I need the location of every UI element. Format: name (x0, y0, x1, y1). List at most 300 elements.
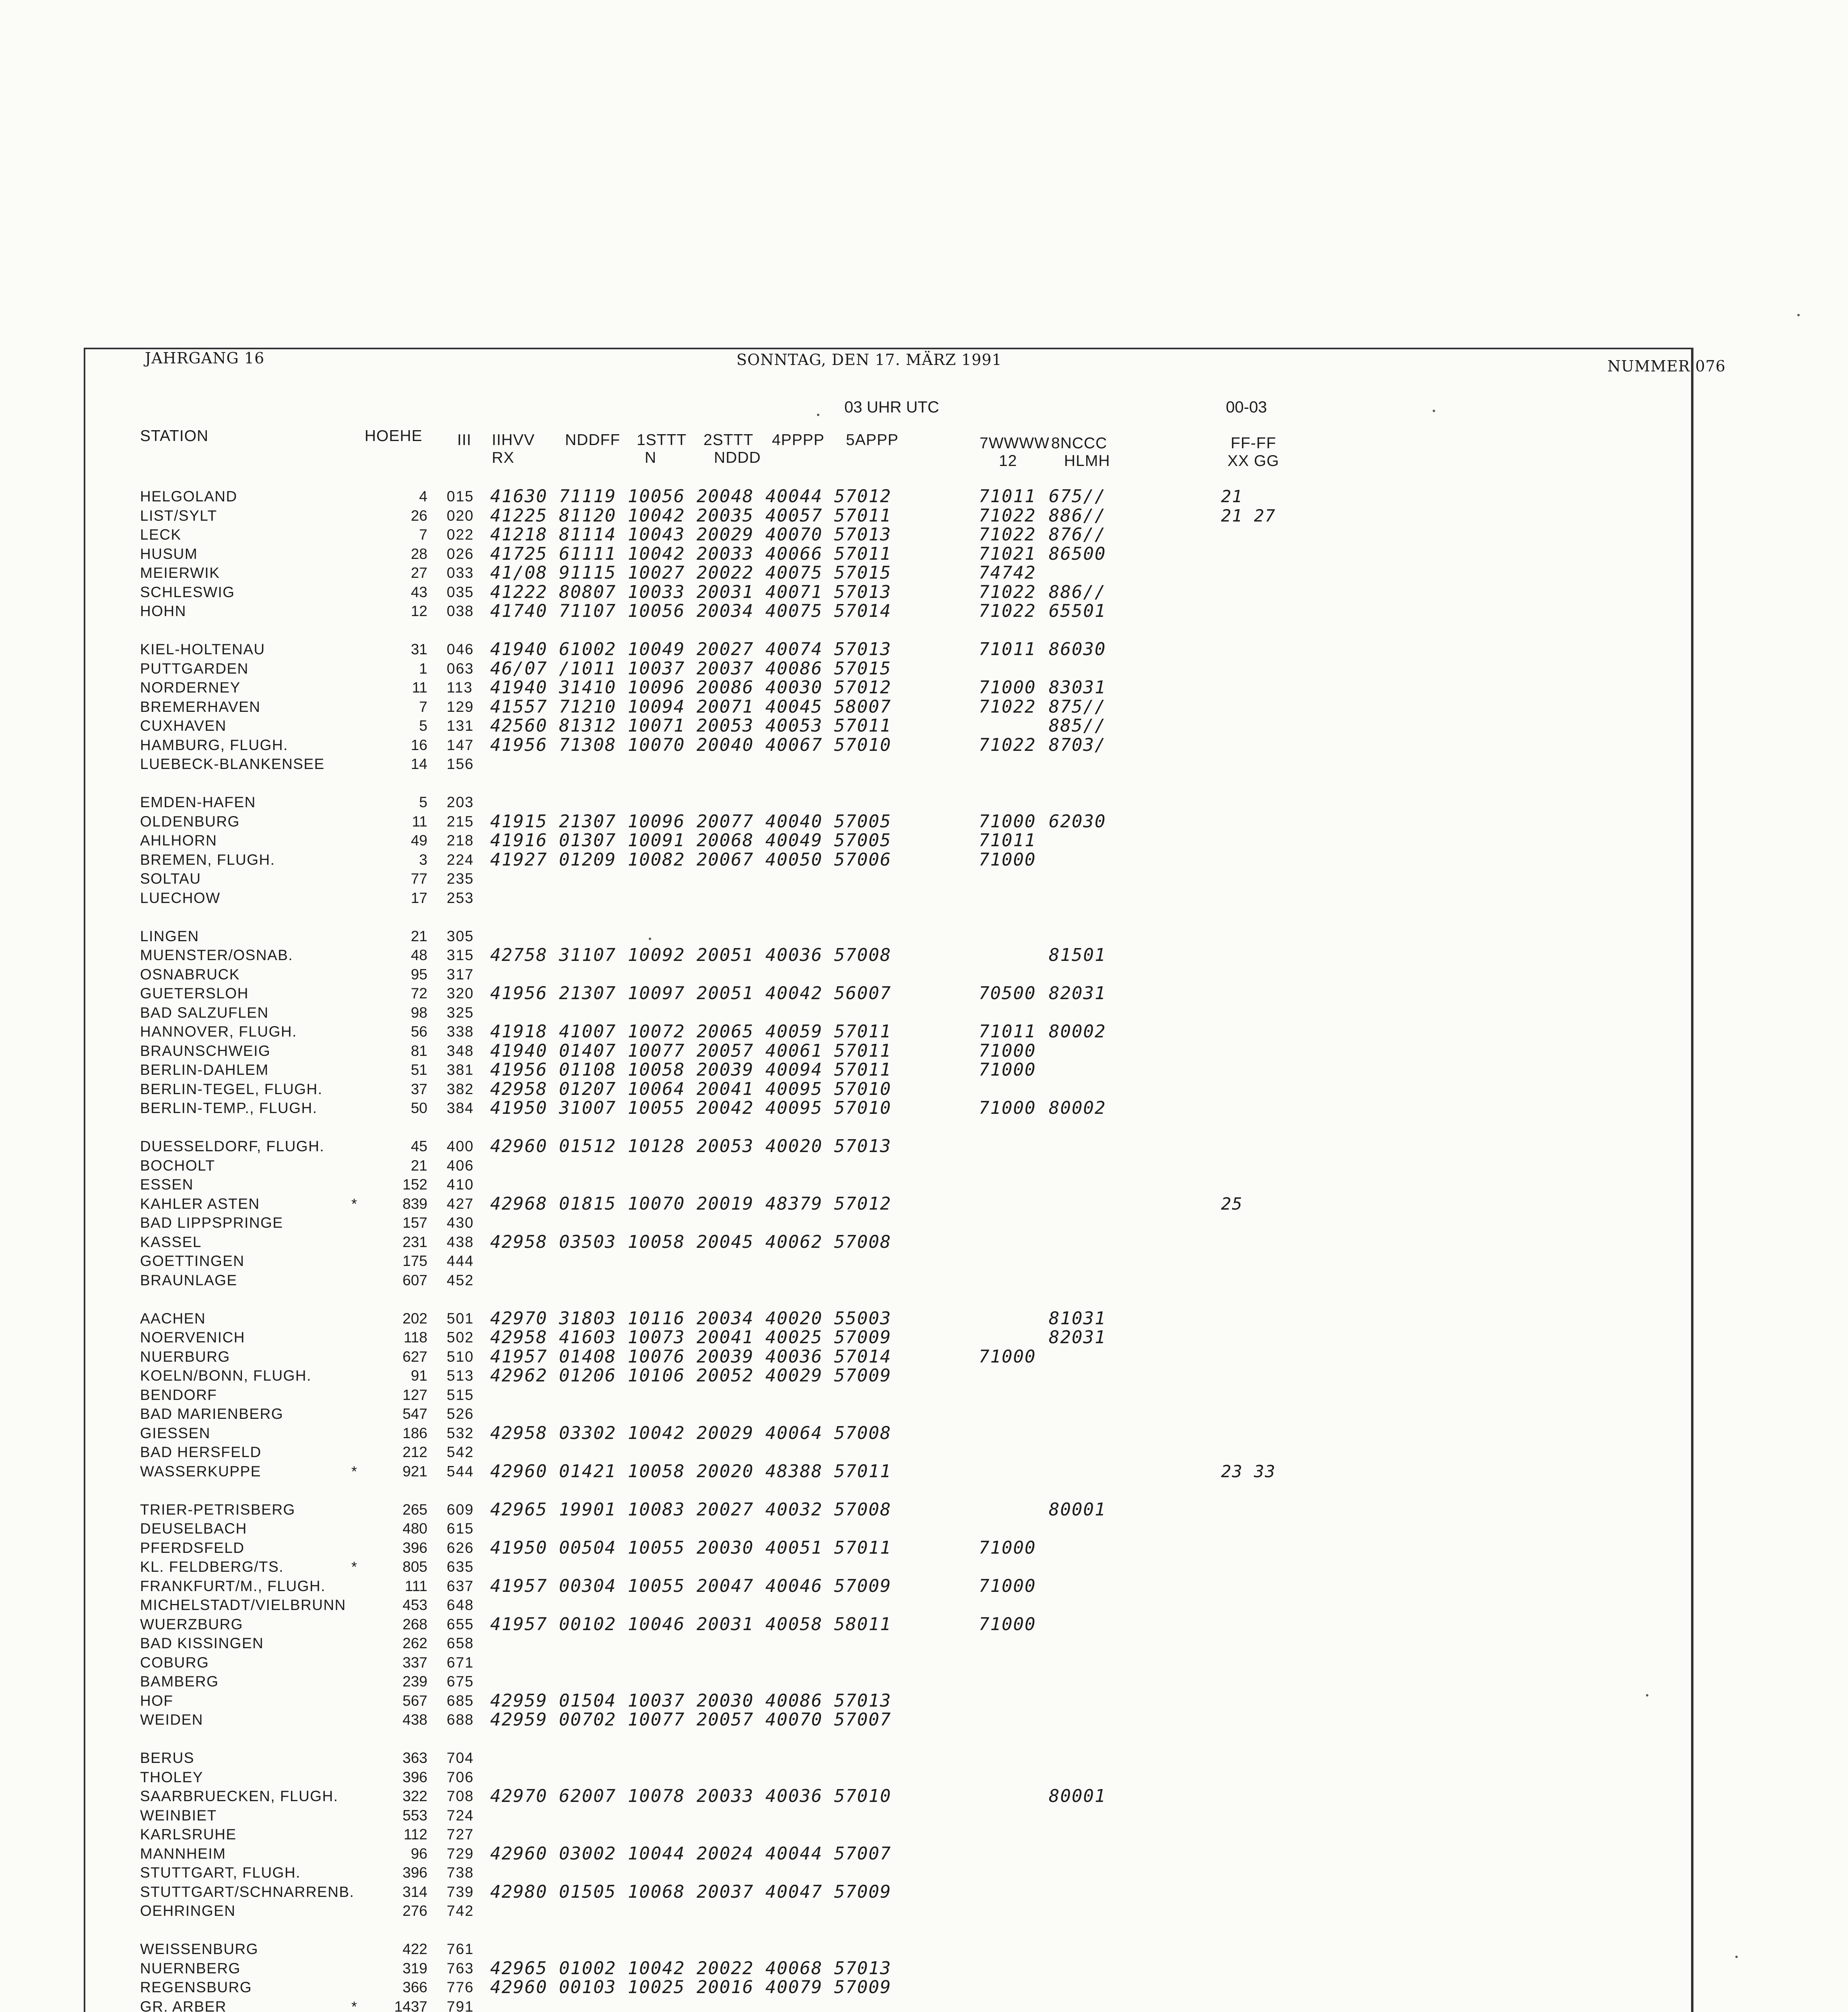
observation-groups-cell: 41950 31007 10055 20042 40095 57010 (490, 1098, 892, 1118)
weather-group-cell: 71022 (979, 734, 1036, 755)
station-name-cell: BERLIN-TEGEL, FLUGH. (140, 1080, 323, 1097)
elevation-cell: 567 (402, 1692, 427, 1709)
station-id-cell: 410 (447, 1176, 474, 1193)
table-row (0, 487, 1848, 506)
station-id-cell: 688 (447, 1711, 474, 1728)
col-iihvv: IIHVV (492, 431, 535, 449)
col-2sttt: 2STTT (703, 431, 754, 449)
col-5appp: 5APPP (846, 431, 899, 449)
scan-speck (1646, 1694, 1648, 1697)
weather-group-cell: 71000 (979, 1346, 1036, 1367)
station-name-cell: BAD LIPPSPRINGE (140, 1214, 283, 1231)
station-name-cell: KASSEL (140, 1233, 202, 1250)
table-row (0, 640, 1848, 659)
table-row (0, 544, 1848, 564)
table-row (0, 1538, 1848, 1558)
elevation-cell: 212 (402, 1444, 427, 1460)
station-id-cell: 729 (447, 1845, 474, 1862)
table-row (0, 1404, 1848, 1424)
station-id-cell: 544 (447, 1463, 474, 1480)
observation-groups-cell: 42758 31107 10092 20051 40036 57008 (490, 945, 892, 965)
weather-group-cell: 71011 (979, 639, 1036, 660)
station-name-cell: SOLTAU (140, 870, 201, 887)
observation-groups-cell: 41557 71210 10094 20071 40045 58007 (490, 696, 892, 717)
station-name-cell: OSNABRUCK (140, 966, 240, 983)
station-name-cell: WEISSENBURG (140, 1941, 259, 1957)
cloud-group-cell: 86030 (1049, 639, 1106, 660)
mountain-marker-cell: * (351, 1195, 357, 1212)
elevation-cell: 112 (404, 1826, 427, 1843)
table-row (0, 716, 1848, 736)
station-name-cell: LUEBECK-BLANKENSEE (140, 756, 325, 772)
cloud-group-cell: 8703/ (1049, 734, 1106, 755)
observation-groups-cell: 41740 71107 10056 20034 40075 57014 (490, 601, 892, 621)
elevation-cell: 127 (402, 1386, 427, 1403)
table-row (0, 1672, 1848, 1691)
observation-groups-cell: 42958 01207 10064 20041 40095 57010 (490, 1078, 892, 1099)
table-row (0, 1901, 1848, 1921)
station-id-cell: 338 (447, 1023, 474, 1040)
observation-groups-cell: 41918 41007 10072 20065 40059 57011 (490, 1021, 892, 1042)
elevation-cell: 43 (410, 583, 427, 600)
mountain-marker-cell: * (351, 1558, 357, 1575)
station-name-cell: STUTTGART, FLUGH. (140, 1864, 301, 1881)
table-row (0, 1060, 1848, 1080)
col-hlmh: HLMH (1064, 452, 1110, 470)
table-row (0, 1787, 1848, 1806)
elevation-cell: 98 (410, 1004, 427, 1021)
station-id-cell: 038 (447, 603, 474, 619)
station-id-cell: 763 (447, 1960, 474, 1977)
station-name-cell: BERLIN-DAHLEM (140, 1062, 269, 1078)
table-row (0, 659, 1848, 678)
station-id-cell: 526 (447, 1406, 474, 1422)
elevation-cell: 3 (419, 851, 427, 868)
station-name-cell: LINGEN (140, 928, 199, 944)
elevation-cell: 396 (402, 1769, 427, 1785)
elevation-cell: 337 (402, 1654, 427, 1671)
table-row (0, 1710, 1848, 1730)
table-row (0, 1596, 1848, 1615)
col-ff-ff: FF-FF (1231, 435, 1277, 452)
station-id-cell: 706 (447, 1769, 474, 1785)
observation-groups-cell: 41927 01209 10082 20067 40050 57006 (490, 849, 892, 870)
cloud-group-cell: 80002 (1049, 1098, 1106, 1118)
table-row (0, 1577, 1848, 1596)
weather-group-cell: 71022 (979, 581, 1036, 602)
elevation-cell: 839 (402, 1195, 427, 1212)
observation-groups-cell: 41940 61002 10049 20027 40074 57013 (490, 639, 892, 660)
elevation-cell: 607 (402, 1272, 427, 1288)
elevation-cell: 396 (402, 1864, 427, 1881)
station-id-cell: 035 (447, 583, 474, 600)
group-gap (0, 1730, 1848, 1749)
station-name-cell: STUTTGART/SCHNARRENB. (140, 1883, 355, 1900)
station-name-cell: AHLHORN (140, 832, 217, 849)
station-id-cell: 727 (447, 1826, 474, 1843)
observation-groups-cell: 42968 01815 10070 20019 48379 57012 (490, 1193, 892, 1214)
elevation-cell: 202 (402, 1310, 427, 1327)
col-1sttt: 1STTT (637, 431, 687, 449)
weather-group-cell: 71021 (979, 543, 1036, 564)
station-id-cell: 317 (447, 966, 474, 983)
elevation-cell: 21 (410, 1157, 427, 1174)
station-name-cell: TRIER-PETRISBERG (140, 1501, 295, 1518)
observation-groups-cell: 42958 03302 10042 20029 40064 57008 (490, 1422, 892, 1443)
observation-groups-cell: 41957 00304 10055 20047 40046 57009 (490, 1575, 892, 1596)
col-station: STATION (140, 427, 209, 445)
station-id-cell: 156 (447, 756, 474, 772)
cloud-group-cell: 83031 (1049, 677, 1106, 698)
table-row (0, 1137, 1848, 1156)
station-name-cell: SCHLESWIG (140, 583, 235, 600)
col-iii: III (457, 431, 472, 449)
table-row (0, 678, 1848, 697)
group-gap (0, 1290, 1848, 1309)
observation-groups-cell: 42959 00702 10077 20057 40070 57007 (490, 1709, 892, 1730)
station-id-cell: 427 (447, 1195, 474, 1212)
table-row (0, 1366, 1848, 1385)
table-row (0, 1615, 1848, 1634)
observation-groups-cell: 46/07 /1011 10037 20037 40086 57015 (490, 658, 892, 679)
elevation-cell: 7 (419, 526, 427, 543)
station-id-cell: 626 (447, 1539, 474, 1556)
table-row (0, 1385, 1848, 1405)
elevation-cell: 21 (410, 928, 427, 944)
elevation-cell: 422 (402, 1941, 427, 1957)
station-id-cell: 542 (447, 1444, 474, 1460)
elevation-cell: 627 (402, 1348, 427, 1365)
elevation-cell: 363 (402, 1750, 427, 1766)
station-id-cell: 218 (447, 832, 474, 849)
volume-label: JAHRGANG 16 (145, 349, 265, 367)
mountain-marker-cell: * (351, 1998, 357, 2012)
table-row (0, 1099, 1848, 1118)
observation-groups-cell: 42965 01002 10042 20022 40068 57013 (490, 1958, 892, 1979)
station-name-cell: MEIERWIK (140, 565, 220, 581)
elevation-cell: 96 (410, 1845, 427, 1862)
report-date: SONNTAG, DEN 17. MÄRZ 1991 (736, 351, 1002, 369)
station-id-cell: 675 (447, 1673, 474, 1690)
station-id-cell: 609 (447, 1501, 474, 1518)
station-name-cell: KIEL-HOLTENAU (140, 641, 265, 658)
station-name-cell: REGENSBURG (140, 1979, 252, 1996)
table-row (0, 946, 1848, 965)
cloud-group-cell: 86500 (1049, 543, 1106, 564)
weather-group-cell: 71000 (979, 1098, 1036, 1118)
table-row (0, 1768, 1848, 1787)
station-name-cell: EMDEN-HAFEN (140, 794, 256, 810)
elevation-cell: 11 (412, 813, 427, 830)
station-name-cell: LIST/SYLT (140, 507, 217, 524)
station-name-cell: WEIDEN (140, 1711, 203, 1728)
table-row (0, 1691, 1848, 1711)
elevation-cell: 239 (402, 1673, 427, 1690)
cloud-group-cell: 80002 (1049, 1021, 1106, 1042)
station-id-cell: 131 (447, 717, 474, 734)
station-name-cell: BRAUNSCHWEIG (140, 1042, 271, 1059)
cloud-group-cell: 675// (1049, 486, 1106, 507)
group-gap (0, 1921, 1848, 1940)
station-name-cell: NUERBURG (140, 1348, 230, 1365)
observation-groups-cell: 41915 21307 10096 20077 40040 57005 (490, 811, 892, 832)
table-row (0, 1863, 1848, 1882)
table-row (0, 1233, 1848, 1252)
table-row (0, 965, 1848, 984)
station-id-cell: 063 (447, 660, 474, 677)
station-name-cell: THOLEY (140, 1769, 204, 1785)
elevation-cell: 366 (402, 1979, 427, 1996)
observation-groups-cell: 41956 21307 10097 20051 40042 56007 (490, 983, 892, 1004)
table-row (0, 1080, 1848, 1099)
station-id-cell: 658 (447, 1635, 474, 1651)
station-id-cell: 203 (447, 794, 474, 810)
station-id-cell: 384 (447, 1100, 474, 1116)
cloud-group-cell: 81501 (1049, 945, 1106, 965)
elevation-cell: 276 (402, 1903, 427, 1919)
station-id-cell: 406 (447, 1157, 474, 1174)
table-row (0, 869, 1848, 888)
gust-group-cell: 21 27 (1221, 505, 1276, 526)
weather-group-cell: 71000 (979, 849, 1036, 870)
table-row (0, 1462, 1848, 1481)
elevation-cell: 805 (402, 1558, 427, 1575)
table-row (0, 1978, 1848, 1997)
station-name-cell: BREMEN, FLUGH. (140, 851, 275, 868)
elevation-cell: 231 (402, 1233, 427, 1250)
observation-groups-cell: 42980 01505 10068 20037 40047 57009 (490, 1881, 892, 1902)
elevation-cell: 175 (402, 1253, 427, 1269)
scan-speck (1735, 1956, 1738, 1958)
elevation-cell: 45 (410, 1138, 427, 1154)
elevation-cell: 396 (402, 1539, 427, 1556)
station-id-cell: 022 (447, 526, 474, 543)
observation-groups-cell: 42960 01512 10128 20053 40020 57013 (490, 1136, 892, 1156)
table-row (0, 1022, 1848, 1041)
table-row (0, 1634, 1848, 1653)
col-rx: RX (492, 449, 515, 466)
station-id-cell: 026 (447, 545, 474, 562)
observation-groups-cell: 42960 01421 10058 20020 48388 57011 (490, 1461, 892, 1482)
table-row (0, 1041, 1848, 1061)
station-name-cell: BERLIN-TEMP., FLUGH. (140, 1100, 318, 1116)
table-row (0, 1825, 1848, 1844)
station-id-cell: 739 (447, 1883, 474, 1900)
elevation-cell: 1437 (394, 1998, 427, 2012)
observation-groups-cell: 42560 81312 10071 20053 40053 57011 (490, 715, 892, 736)
observation-groups-cell: 41225 81120 10042 20035 40057 57011 (490, 505, 892, 526)
cloud-group-cell: 80001 (1049, 1786, 1106, 1806)
station-id-cell: 452 (447, 1272, 474, 1288)
station-id-cell: 430 (447, 1214, 474, 1231)
elevation-cell: 28 (410, 545, 427, 562)
station-id-cell: 655 (447, 1616, 474, 1633)
weather-group-cell: 71022 (979, 524, 1036, 545)
station-id-cell: 348 (447, 1042, 474, 1059)
elevation-cell: 157 (402, 1214, 427, 1231)
cloud-group-cell: 876// (1049, 524, 1106, 545)
station-name-cell: CUXHAVEN (140, 717, 227, 734)
elevation-cell: 265 (402, 1501, 427, 1518)
station-id-cell: 671 (447, 1654, 474, 1671)
observation-groups-cell: 41957 01408 10076 20039 40036 57014 (490, 1346, 892, 1367)
station-id-cell: 325 (447, 1004, 474, 1021)
weather-group-cell: 71022 (979, 601, 1036, 621)
table-row (0, 1175, 1848, 1194)
weather-group-cell: 71000 (979, 1614, 1036, 1635)
observation-groups-cell: 42965 19901 10083 20027 40032 57008 (490, 1499, 892, 1520)
elevation-cell: 56 (410, 1023, 427, 1040)
weather-group-cell: 71000 (979, 811, 1036, 832)
table-row (0, 1882, 1848, 1902)
observation-groups-cell: 41916 01307 10091 20068 40049 57005 (490, 830, 892, 851)
weather-group-cell: 70500 (979, 983, 1036, 1004)
table-row (0, 506, 1848, 526)
station-name-cell: BAD HERSFELD (140, 1444, 262, 1460)
station-name-cell: PFERDSFELD (140, 1539, 245, 1556)
observation-groups-cell: 41218 81114 10043 20029 40070 57013 (490, 524, 892, 545)
station-id-cell: 400 (447, 1138, 474, 1154)
station-id-cell: 020 (447, 507, 474, 524)
table-row (0, 736, 1848, 755)
station-name-cell: KL. FELDBERG/TS. (140, 1558, 284, 1575)
weather-group-cell: 71000 (979, 1575, 1036, 1596)
station-name-cell: KAHLER ASTEN (140, 1195, 260, 1212)
weather-group-cell: 74742 (979, 563, 1036, 583)
station-name-cell: BRAUNLAGE (140, 1272, 237, 1288)
station-name-cell: AACHEN (140, 1310, 206, 1327)
elevation-cell: 26 (410, 507, 427, 524)
table-row (0, 1997, 1848, 2012)
station-id-cell: 761 (447, 1941, 474, 1957)
elevation-cell: 95 (410, 966, 427, 983)
table-row (0, 1443, 1848, 1462)
elevation-cell: 921 (402, 1463, 427, 1480)
elevation-cell: 72 (410, 985, 427, 1002)
elevation-cell: 262 (402, 1635, 427, 1651)
observation-groups-cell: 42970 31803 10116 20034 40020 55003 (490, 1308, 892, 1329)
station-id-cell: 742 (447, 1903, 474, 1919)
elevation-cell: 17 (410, 889, 427, 906)
observation-groups-cell: 41957 00102 10046 20031 40058 58011 (490, 1614, 892, 1635)
group-gap (0, 907, 1848, 927)
station-id-cell: 224 (447, 851, 474, 868)
station-id-cell: 704 (447, 1750, 474, 1766)
station-id-cell: 235 (447, 870, 474, 887)
col-xx-gg: XX GG (1227, 452, 1279, 470)
table-row (0, 1003, 1848, 1022)
cloud-group-cell: 886// (1049, 581, 1106, 602)
observation-groups-cell: 42959 01504 10037 20030 40086 57013 (490, 1690, 892, 1711)
station-id-cell: 776 (447, 1979, 474, 1996)
weather-group-cell: 71000 (979, 1060, 1036, 1080)
station-name-cell: HELGOLAND (140, 488, 237, 505)
station-id-cell: 738 (447, 1864, 474, 1881)
observation-groups-cell: 41222 80807 10033 20031 40071 57013 (490, 581, 892, 602)
station-name-cell: BAD MARIENBERG (140, 1406, 284, 1422)
table-row (0, 1748, 1848, 1768)
elevation-cell: 152 (402, 1176, 427, 1193)
station-name-cell: GUETERSLOH (140, 985, 249, 1002)
station-id-cell: 501 (447, 1310, 474, 1327)
table-row (0, 1271, 1848, 1290)
col-4pppp: 4PPPP (772, 431, 825, 449)
table-row (0, 984, 1848, 1003)
cloud-group-cell: 80001 (1049, 1499, 1106, 1520)
station-name-cell: GOETTINGEN (140, 1253, 245, 1269)
station-name-cell: BERUS (140, 1750, 194, 1766)
station-name-cell: NUERNBERG (140, 1960, 241, 1977)
station-name-cell: KOELN/BONN, FLUGH. (140, 1367, 311, 1384)
cloud-group-cell: 65501 (1049, 601, 1106, 621)
table-row (0, 831, 1848, 850)
col-nddd: NDDD (714, 449, 761, 466)
table-row (0, 1500, 1848, 1519)
table-row (0, 1519, 1848, 1538)
elevation-cell: 5 (419, 794, 427, 810)
gust-group-cell: 21 (1221, 487, 1243, 506)
table-row (0, 888, 1848, 908)
station-name-cell: LECK (140, 526, 182, 543)
cloud-group-cell: 875// (1049, 696, 1106, 717)
table-row (0, 525, 1848, 544)
table-row (0, 1213, 1848, 1233)
station-name-cell: BAD KISSINGEN (140, 1635, 264, 1651)
cloud-group-cell: 886// (1049, 505, 1106, 526)
station-id-cell: 510 (447, 1348, 474, 1365)
station-id-cell: 129 (447, 698, 474, 715)
station-id-cell: 253 (447, 889, 474, 906)
station-id-cell: 648 (447, 1597, 474, 1613)
table-row (0, 1194, 1848, 1214)
observation-groups-cell: 41956 01108 10058 20039 40094 57011 (490, 1060, 892, 1080)
station-name-cell: KARLSRUHE (140, 1826, 237, 1843)
elevation-cell: 51 (410, 1062, 427, 1078)
observation-time: 03 UHR UTC (844, 398, 939, 416)
col-7wwww: 7WWWW (980, 435, 1050, 452)
station-name-cell: FRANKFURT/M., FLUGH. (140, 1577, 326, 1594)
station-id-cell: 444 (447, 1253, 474, 1269)
weather-group-cell: 71011 (979, 486, 1036, 507)
station-name-cell: WEINBIET (140, 1807, 217, 1824)
station-id-cell: 113 (447, 679, 473, 696)
group-gap (0, 774, 1848, 793)
station-name-cell: MICHELSTADT/VIELBRUNN (140, 1597, 346, 1613)
elevation-cell: 81 (410, 1042, 427, 1059)
weather-group-cell: 71011 (979, 830, 1036, 851)
observation-groups-cell: 42958 03503 10058 20045 40062 57008 (490, 1231, 892, 1252)
station-name-cell: DEUSELBACH (140, 1520, 247, 1537)
station-name-cell: HOF (140, 1692, 173, 1709)
weather-group-cell: 71022 (979, 505, 1036, 526)
table-row (0, 697, 1848, 717)
elevation-cell: 322 (402, 1788, 427, 1804)
group-gap (0, 1481, 1848, 1500)
cloud-group-cell: 81031 (1049, 1308, 1106, 1329)
table-row (0, 1940, 1848, 1959)
station-name-cell: BAMBERG (140, 1673, 219, 1690)
weather-group-cell: 71000 (979, 677, 1036, 698)
station-name-cell: GIESSEN (140, 1424, 210, 1441)
station-id-cell: 532 (447, 1424, 474, 1441)
observation-groups-cell: 42960 00103 10025 20016 40079 57009 (490, 1977, 892, 1998)
station-name-cell: BOCHOLT (140, 1157, 215, 1174)
elevation-cell: 480 (402, 1520, 427, 1537)
table-row (0, 1328, 1848, 1347)
weather-group-cell: 71000 (979, 1537, 1036, 1558)
table-row (0, 1424, 1848, 1443)
elevation-cell: 37 (410, 1080, 427, 1097)
